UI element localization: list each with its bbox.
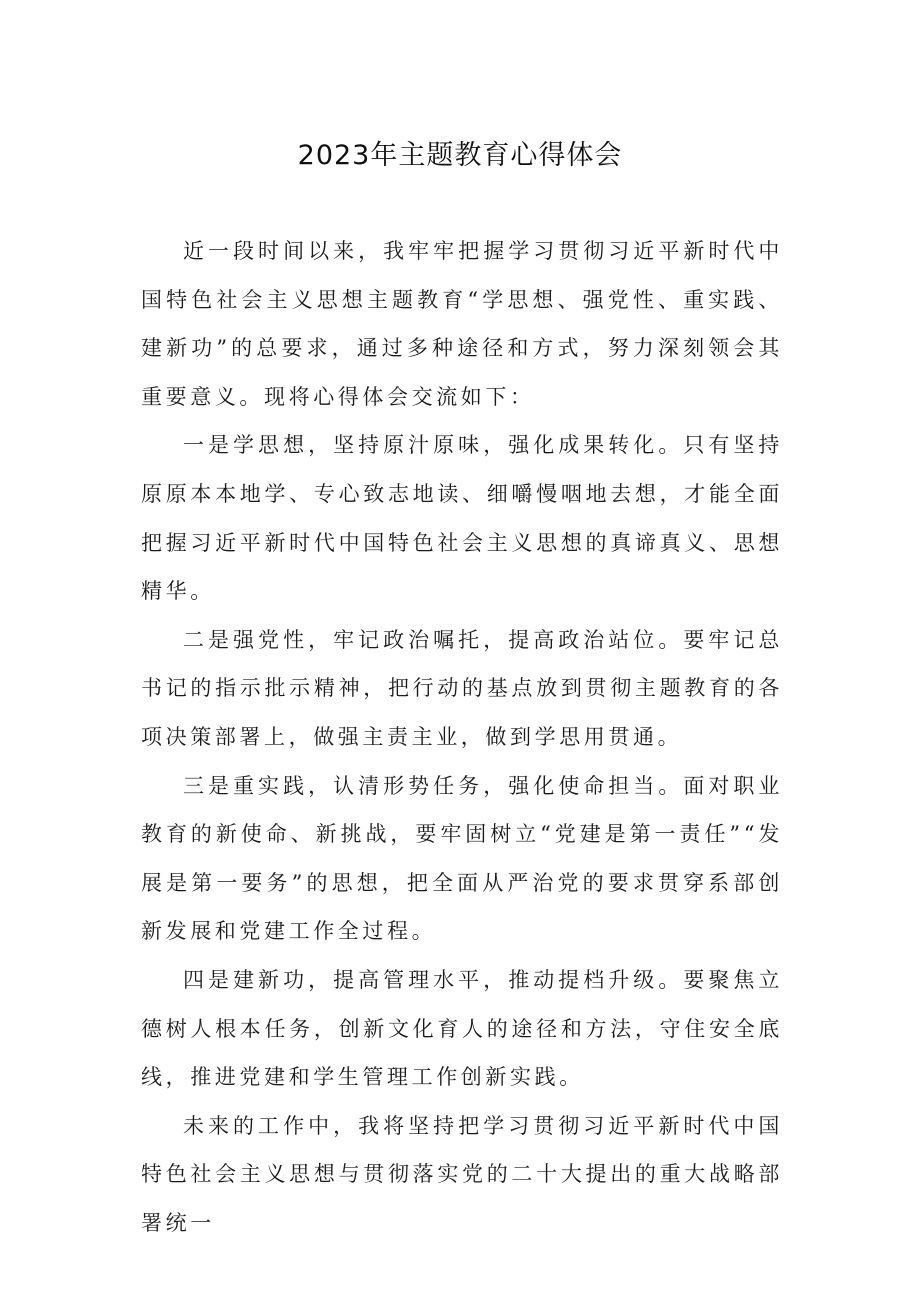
paragraph-intro: 近一段时间以来，我牢牢把握学习贯彻习近平新时代中国特色社会主义思想主题教育“学思想、强党性、重实践、建新功”的总要求，通过多种途径和方式，努力深刻领会其重要意义。现将心得体会交流如下： [141,239,783,409]
paragraph-new-achievements: 四是建新功，提高管理水平，推动提档升级。要聚焦立德树人根本任务，创新文化育人的途径和方法，守住安全底线，推进党建和学生管理工作创新实践。 [141,967,783,1090]
paragraph-study-thought: 一是学思想，坚持原汁原味，强化成果转化。只有坚持原原本本地学、专心致志地读、细嚼慢咽地去想，才能全面把握习近平新时代中国特色社会主义思想的真谛真义、思想精华。 [141,433,783,604]
document-title: 2023年主题教育心得体会 [297,140,623,171]
paragraph-practice: 三是重实践，认清形势任务，强化使命担当。面对职业教育的新使命、新挑战，要牢固树立“党建是第一责任”“发展是第一要务”的思想，把全面从严治党的要求贯穿系部创新发展和党建工作全过程。 [141,773,783,944]
paragraph-party-spirit: 二是强党性，牢记政治嘱托，提高政治站位。要牢记总书记的指示批示精神，把行动的基点放到贯彻主题教育的各项决策部署上，做强主责主业，做到学思用贯通。 [141,627,783,749]
document-body [141,227,783,1247]
paragraph-future-work: 未来的工作中，我将坚持把学习贯彻习近平新时代中国特色社会主义思想与贯彻落实党的二十大提出的重大战略部署统一 [141,1113,783,1235]
